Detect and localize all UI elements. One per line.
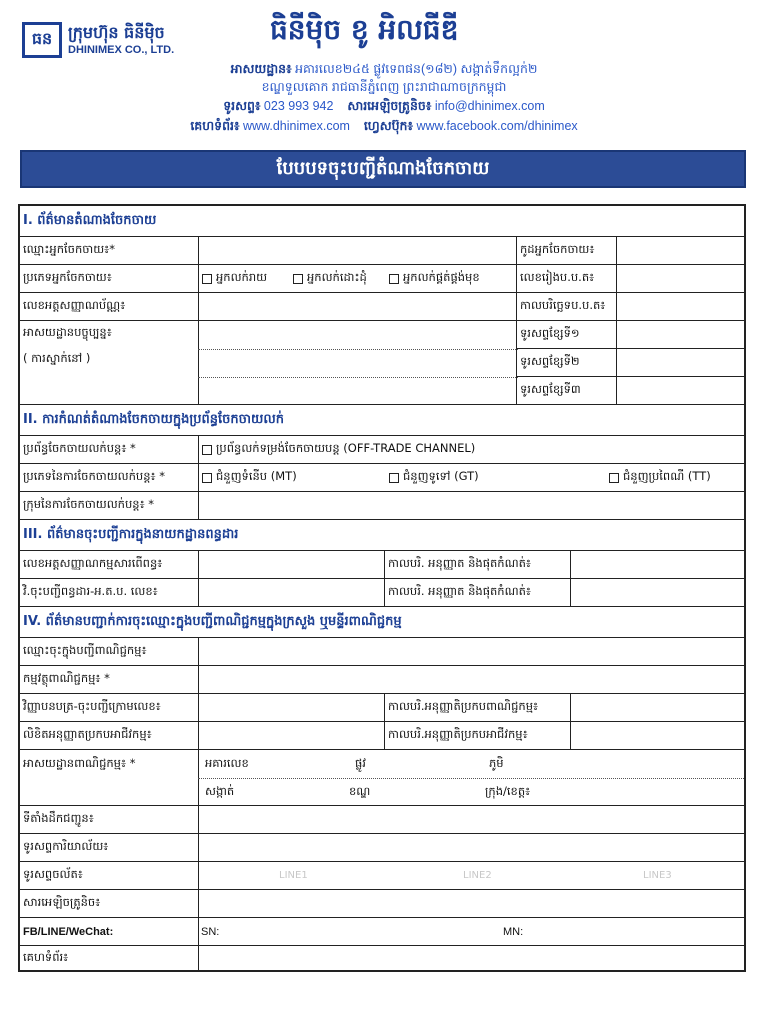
distributor-code-label: កូដអ្នកចែកចាយ៖ bbox=[516, 237, 616, 264]
channel-gt-option[interactable] bbox=[386, 464, 586, 491]
reg-name-input[interactable] bbox=[198, 638, 744, 665]
web-label: គេហទំព័រ៖ bbox=[190, 119, 240, 133]
id-no-label: លេខអត្តសញ្ញាណប័ណ្ណ៖ bbox=[23, 298, 126, 312]
section-1-header bbox=[20, 206, 744, 237]
type-supplier-option[interactable] bbox=[386, 265, 516, 292]
form-title-banner: បែបបទចុះបញ្ជីតំណាងចែកចាយ bbox=[20, 150, 746, 188]
channel-tt-label: ជំនួញប្រពៃណី (TT) bbox=[623, 469, 711, 483]
checkbox-icon[interactable] bbox=[202, 274, 212, 284]
type-wholesale-label: អ្នកលក់ដោះដុំ bbox=[307, 270, 367, 284]
social-label: FB/LINE/WeChat: bbox=[23, 925, 114, 938]
distributor-name-input[interactable] bbox=[198, 237, 516, 264]
social-input[interactable] bbox=[198, 918, 744, 945]
phone2-input[interactable] bbox=[616, 349, 744, 377]
business-address-label: អាសយដ្ឋានពាណិជ្ជកម្ម៖ * bbox=[23, 756, 136, 770]
company-title: ធិនីម៉ិច ខូ អិលធីឌី bbox=[270, 13, 459, 46]
form-row bbox=[20, 694, 744, 722]
cert-no-input[interactable] bbox=[198, 694, 384, 721]
mobile-label: ទូរសព្ទចល័ត៖ bbox=[23, 867, 83, 881]
tax-date2-input[interactable] bbox=[570, 579, 744, 606]
business-object-input[interactable] bbox=[198, 666, 744, 693]
tax-date1-label: កាលបរិ. អនុញ្ញាត និងផុតកំណត់៖ bbox=[384, 551, 570, 578]
distributor-type-label: ប្រភេទអ្នកចែកចាយ៖ bbox=[23, 270, 112, 284]
form-row bbox=[20, 436, 744, 464]
tax-date2-label: កាលបរិ. អនុញ្ញាត និងផុតកំណត់៖ bbox=[384, 579, 570, 606]
form-row bbox=[20, 834, 744, 862]
address-line-2 bbox=[0, 80, 768, 98]
form-row bbox=[20, 806, 744, 834]
form-row bbox=[20, 492, 744, 520]
checkbox-icon[interactable] bbox=[389, 274, 399, 284]
facebook-link[interactable]: www.facebook.com/dhinimex bbox=[416, 119, 578, 133]
current-address-input[interactable] bbox=[198, 321, 516, 404]
line1-placeholder: LINE1 bbox=[279, 870, 308, 881]
email-field-label: សារអេឡិចត្រូនិច៖ bbox=[23, 895, 101, 909]
registration-form bbox=[18, 204, 746, 972]
cert-date-label: កាលបរិ.អនុញ្ញាតិប្រកបពាណិជ្ជកម្ម៖ bbox=[384, 694, 570, 721]
tax-date1-input[interactable] bbox=[570, 551, 744, 578]
distributor-code-input[interactable] bbox=[616, 237, 744, 264]
line3-placeholder: LINE3 bbox=[643, 870, 672, 881]
patent-no-input[interactable] bbox=[616, 265, 744, 292]
building-label: អគារលេខ bbox=[205, 755, 249, 770]
residence-label: ( ការស្នាក់នៅ ) bbox=[23, 351, 91, 365]
section-1-title: I. ព័ត៌មានតំណាងចែកចាយ bbox=[23, 212, 157, 228]
type-supplier-label: អ្នកលក់ផ្គត់ផ្គង់មុខ bbox=[403, 270, 480, 284]
email-label: សារអេឡិចត្រូនិច៖ bbox=[347, 99, 432, 113]
form-row bbox=[20, 722, 744, 750]
logo-mark: ធន bbox=[31, 29, 53, 48]
form-row bbox=[20, 890, 744, 918]
office-phone-label: ទូរសព្ទការិយាល័យ៖ bbox=[23, 839, 109, 853]
office-phone-input[interactable] bbox=[198, 834, 744, 861]
web-line bbox=[0, 119, 768, 137]
phone1-label: ទូរសព្ទខ្សែទី១ bbox=[516, 321, 616, 349]
company-logo bbox=[22, 22, 62, 58]
reg-name-label: ឈ្មោះចុះក្នុងបញ្ជីពាណិជ្ជកម្ម៖ bbox=[23, 643, 147, 657]
dotted-divider bbox=[198, 349, 518, 350]
checkbox-icon[interactable] bbox=[293, 274, 303, 284]
type-wholesale-option[interactable] bbox=[290, 265, 386, 292]
facebook-label: ហ្វេសប៊ុក៖ bbox=[363, 119, 413, 133]
khan-label: ខណ្ឌ bbox=[349, 783, 371, 798]
form-row bbox=[20, 237, 744, 265]
logo-english-name: DHINIMEX CO., LTD. bbox=[68, 44, 175, 56]
current-address-label: អាសយដ្ឋានបច្ចុប្បន្ន៖ bbox=[23, 325, 112, 339]
license-label: លិខិតអនុញ្ញាតប្រកបអាជីវកម្ម៖ bbox=[23, 727, 152, 741]
address-text-1: អគារលេខ២៤៥ ផ្លូវទេពផន(១៨២) សង្កាត់ទឹកល្អក់២ bbox=[295, 62, 538, 76]
phone-value: 023 993 942 bbox=[263, 99, 334, 113]
distributor-name-label: ឈ្មោះអ្នកចែកចាយ៖* bbox=[23, 242, 115, 256]
sales-system-label: ប្រព័ន្ធចែកចាយលក់បន្ត៖ * bbox=[23, 441, 136, 455]
phone-label: ទូរសព្ទ៖ bbox=[223, 99, 261, 113]
patent-date-label: កាលបរិច្ឆេទប.ប.ត៖ bbox=[516, 293, 616, 320]
warehouse-input[interactable] bbox=[198, 806, 744, 833]
tax-reg-label: វិ.ចុះបញ្ជីពន្ធដារ-អ.ត.ប. លេខ៖ bbox=[23, 584, 158, 598]
tax-reg-input[interactable] bbox=[198, 579, 384, 606]
website-field-label: គេហទំព័រ៖ bbox=[23, 949, 69, 964]
sales-system-option[interactable] bbox=[198, 436, 744, 463]
email-input[interactable] bbox=[198, 890, 744, 917]
form-row bbox=[20, 862, 744, 890]
section-4-title: IV. ព័ត៌មានបញ្ជាក់ការចុះឈ្មោះក្នុងបញ្ជីពាណិជ្ជកម្មក្នុងក្រសួង ឬមន្ទីរពាណិជ្ជកម្ម bbox=[23, 613, 402, 629]
license-date-label: កាលបរិ.អនុញ្ញាតិប្រកបអាជីវកម្ម៖ bbox=[384, 722, 570, 749]
type-retail-option[interactable] bbox=[198, 265, 294, 292]
current-address-label-group bbox=[20, 321, 198, 404]
form-row bbox=[20, 579, 744, 607]
id-no-input[interactable] bbox=[198, 293, 516, 320]
form-row bbox=[20, 551, 744, 579]
phone3-input[interactable] bbox=[616, 377, 744, 404]
tax-id-input[interactable] bbox=[198, 551, 384, 578]
form-row bbox=[20, 946, 744, 970]
section-2-header bbox=[20, 405, 744, 436]
tax-id-label: លេខអត្តសញ្ញាណកម្មសារពើពន្ធ៖ bbox=[23, 556, 163, 570]
patent-date-input[interactable] bbox=[616, 293, 744, 320]
license-date-input[interactable] bbox=[570, 722, 744, 749]
city-label: ក្រុង/ខេត្ត៖ bbox=[485, 783, 531, 798]
contact-line bbox=[0, 99, 768, 117]
form-row bbox=[20, 918, 744, 946]
patent-no-label: លេខរៀងប.ប.ត៖ bbox=[516, 265, 616, 292]
checkbox-icon[interactable] bbox=[202, 473, 212, 483]
phone1-input[interactable] bbox=[616, 321, 744, 349]
channel-group-label: ក្រុមនៃការចែកចាយលក់បន្ត៖ * bbox=[23, 497, 155, 511]
dotted-divider bbox=[198, 377, 518, 378]
cert-no-label: វិញ្ញាបនបត្រ-ចុះបញ្ជីក្រោមលេខ៖ bbox=[23, 699, 161, 713]
address-row bbox=[20, 321, 744, 405]
form-row bbox=[20, 464, 744, 492]
checkbox-icon[interactable] bbox=[389, 473, 399, 483]
section-3-header bbox=[20, 520, 744, 551]
email-link[interactable]: info@dhinimex.com bbox=[434, 99, 545, 113]
phone2-label: ទូរសព្ទខ្សែទី២ bbox=[516, 349, 616, 377]
channel-tt-option[interactable] bbox=[606, 464, 744, 491]
village-label: ភូមិ bbox=[489, 755, 504, 770]
sales-system-option-label: ប្រព័ន្ធលក់ទម្រង់ចែកចាយបន្ត (OFF-TRADE CHANNEL) bbox=[216, 441, 476, 455]
website-link[interactable]: www.dhinimex.com bbox=[242, 119, 350, 133]
channel-mt-option[interactable] bbox=[198, 464, 388, 491]
form-row bbox=[20, 265, 744, 293]
sn-label: SN: bbox=[201, 925, 220, 938]
checkbox-icon[interactable] bbox=[202, 445, 212, 455]
sangkat-label: សង្កាត់ bbox=[205, 783, 235, 798]
address-label: អាសយដ្ឋាន៖ bbox=[230, 62, 292, 76]
dotted-divider bbox=[198, 778, 744, 779]
channel-mt-label: ជំនួញទំនើប (MT) bbox=[216, 469, 297, 483]
warehouse-label: ទីតាំងដឹកជញ្ជូន៖ bbox=[23, 811, 94, 825]
channel-group-input[interactable] bbox=[198, 492, 744, 519]
business-object-label: កម្មវត្ថុពាណិជ្ជកម្ម៖ * bbox=[23, 671, 110, 685]
address-text-2: ខណ្ឌទួលគោក រាជធានីភ្នំពេញ ព្រះរាជាណាចក្រកម្ពុជា bbox=[261, 80, 507, 94]
section-3-title: III. ព័ត៌មានចុះបញ្ជីការក្នុងនាយកដ្ឋានពន្ធដារ bbox=[23, 526, 239, 542]
license-input[interactable] bbox=[198, 722, 384, 749]
line2-placeholder: LINE2 bbox=[463, 870, 492, 881]
section-4-header bbox=[20, 607, 744, 638]
mn-label: MN: bbox=[503, 925, 524, 938]
checkbox-icon[interactable] bbox=[609, 473, 619, 483]
website-input[interactable] bbox=[198, 946, 744, 970]
channel-type-label: ប្រភេទនៃការចែកចាយលក់បន្ត៖ * bbox=[23, 469, 165, 483]
form-row bbox=[20, 638, 744, 666]
section-2-title: II. ការកំណត់តំណាងចែកចាយក្នុងប្រព័ន្ធចែកចាយលក់ bbox=[23, 411, 285, 427]
business-address-row bbox=[20, 750, 744, 806]
phone3-label: ទូរសព្ទខ្សែទី៣ bbox=[516, 377, 616, 404]
cert-date-input[interactable] bbox=[570, 694, 744, 721]
channel-gt-label: ជំនួញទូទៅ (GT) bbox=[403, 469, 479, 483]
address-line-1 bbox=[0, 62, 768, 80]
form-row bbox=[20, 293, 744, 321]
logo-khmer-name: ក្រុមហ៊ុន ធិនីម៉ិច bbox=[68, 23, 165, 42]
type-retail-label: អ្នកលក់រាយ bbox=[216, 270, 268, 284]
street-label: ផ្លូវ bbox=[355, 755, 366, 770]
form-row bbox=[20, 666, 744, 694]
